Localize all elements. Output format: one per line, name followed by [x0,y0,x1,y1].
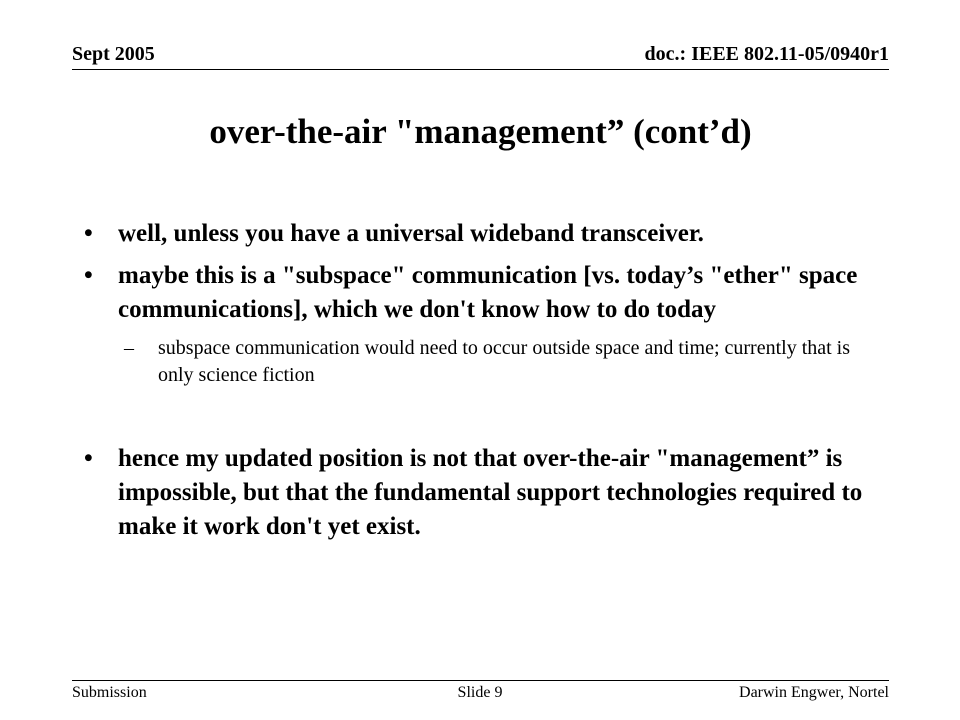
bullet-icon: • [84,262,93,289]
slide-body [84,217,884,544]
sub-bullet-icon: – [124,337,134,359]
sub-bullet-text: subspace communication would need to occur outside space and time; currently that is only science fiction [158,337,851,386]
bullet-item [84,259,884,327]
footer-rule [72,680,889,681]
slide-title: over-the-air "management” (cont’d) [209,112,752,151]
header-date: Sept 2005 [72,43,155,65]
bullet-text: well, unless you have a universal wideband transceiver. [118,220,704,247]
footer-author: Darwin Engwer, Nortel [739,684,889,701]
bullet-icon: • [84,445,93,472]
header-rule [72,69,889,70]
bullet-item [84,217,884,251]
footer-submission: Submission [72,684,147,701]
bullet-icon: • [84,220,93,247]
footer-slide-number: Slide 9 [457,684,503,701]
bullet-text: maybe this is a "subspace" communication [vs. today’s "ether" space communications], which we don't know how to do today [118,262,858,323]
header-doc-id: doc.: IEEE 802.11-05/0940r1 [644,43,889,65]
bullet-item [84,442,884,544]
sub-bullet-item [124,335,884,389]
bullet-text: hence my updated position is not that over-the-air "management” is impossible, but that the fundamental support technologies required to make it work don't yet exist. [118,445,863,540]
